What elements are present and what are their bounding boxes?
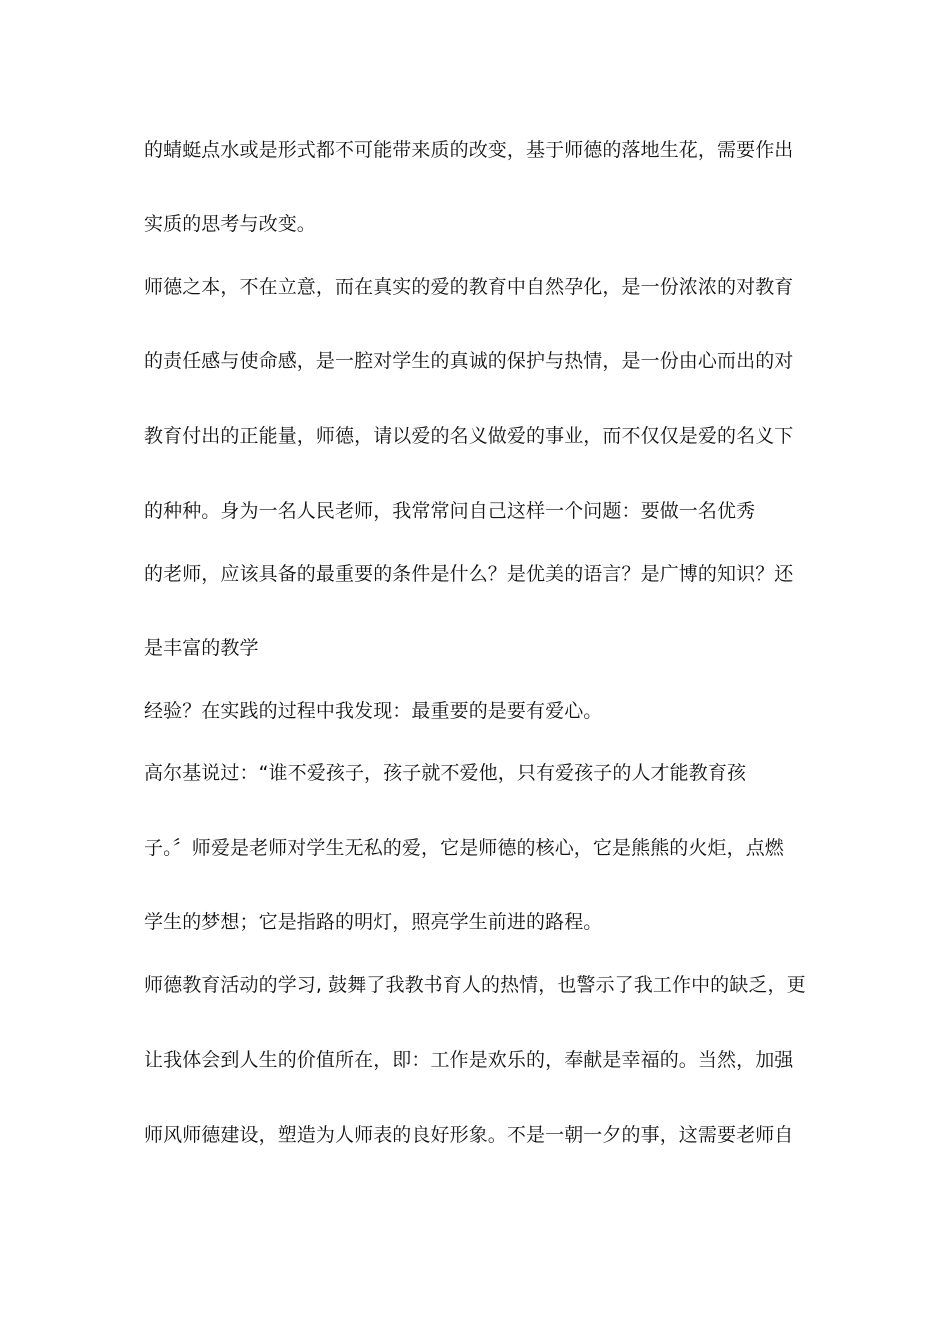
text-line: 是丰富的教学	[144, 637, 259, 659]
text-line: 子。〞师爱是老师对学生无私的爱，它是师德的核心，它是熊熊的火炬，点燃	[144, 837, 784, 859]
text-line: 学生的梦想；它是指路的明灯，照亮学生前进的路程。	[144, 911, 603, 933]
text-line: 经验？在实践的过程中我发现：最重要的是要有爱心。	[144, 700, 603, 722]
text-line: 师德教育活动的学习, 鼓舞了我教书育人的热情，也警示了我工作中的缺乏，更	[144, 974, 806, 996]
text-line: 教育付出的正能量，师德，请以爱的名义做爱的事业，而不仅仅是爱的名义下	[144, 425, 794, 447]
text-line: 让我体会到人生的价值所在，即：工作是欢乐的，奉献是幸福的。当然，加强	[144, 1049, 794, 1071]
text-line: 的蜻蜓点水或是形式都不可能带来质的改变，基于师德的落地生花，需要作出	[144, 139, 794, 161]
text-line: 师德之本，不在立意，而在真实的爱的教育中自然孕化，是一份浓浓的对教育	[144, 276, 794, 298]
text-line: 的责任感与使命感，是一腔对学生的真诚的保护与热情，是一份由心而出的对	[144, 350, 794, 372]
text-line: 实质的思考与改变。	[144, 213, 316, 235]
text-line: 师风师德建设，塑造为人师表的良好形象。不是一朝一夕的事，这需要老师自	[144, 1124, 794, 1146]
text-line: 高尔基说过：“谁不爱孩子，孩子就不爱他，只有爱孩子的人才能教育孩	[144, 762, 747, 784]
text-line: 的老师，应该具备的最重要的条件是什么？是优美的语言？是广博的知识？还	[144, 563, 794, 585]
text-line: 的种种。身为一名人民老师，我常常问自己这样一个问题：要做一名优秀	[144, 500, 756, 522]
